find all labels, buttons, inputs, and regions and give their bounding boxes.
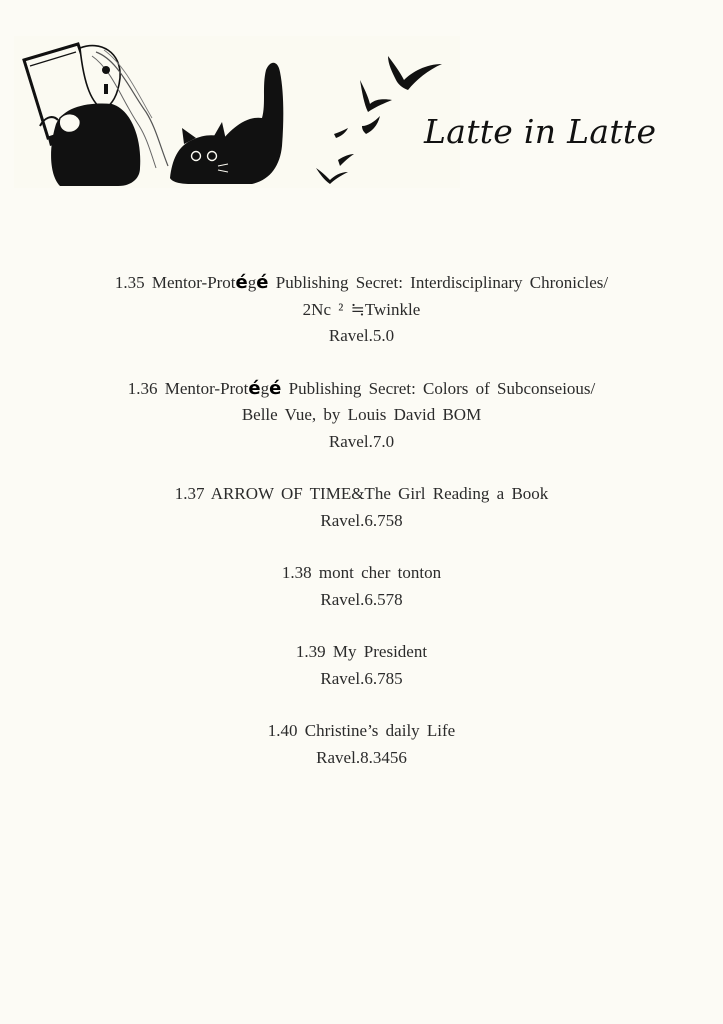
entry-title-part: Publishing Secret: Interdisciplinary Chronicles/ bbox=[268, 273, 609, 292]
entry-title-line bbox=[60, 376, 663, 403]
entry-title: My President bbox=[332, 642, 428, 661]
entry-title-part: Publishing Secret: Colors of Subconseious/ bbox=[281, 378, 596, 398]
entry-number: 1.39 bbox=[295, 642, 326, 661]
entry-title-line bbox=[60, 560, 663, 587]
entry-version: Ravel.7.0 bbox=[328, 431, 395, 451]
entry-number: 1.36 bbox=[127, 378, 158, 398]
entry-version: Ravel.8.3456 bbox=[316, 747, 407, 767]
entry-title-part: Mentor-Prot bbox=[151, 273, 236, 292]
entry-title-part: g bbox=[260, 378, 270, 398]
black-cat-illustration bbox=[170, 63, 283, 184]
entry-number: 1.38 bbox=[281, 563, 312, 582]
entry-version: Ravel.6.758 bbox=[320, 510, 403, 530]
entry-title-part: g bbox=[247, 273, 257, 292]
entry-title-accent: é bbox=[248, 377, 261, 399]
entry-title: Christine’s daily Life bbox=[304, 721, 456, 740]
entry-version: Ravel.6.785 bbox=[320, 668, 403, 688]
entry-title-accent: é bbox=[235, 272, 248, 293]
entry-subtitle: 2Nc ² ≒Twinkle bbox=[302, 299, 421, 319]
entry-number: 1.40 bbox=[267, 721, 298, 740]
entry-title-line bbox=[60, 270, 663, 297]
brand-title: Latte in Latte bbox=[424, 112, 657, 151]
list-item bbox=[60, 718, 663, 771]
entry-title-line bbox=[60, 481, 663, 508]
entry-title-line bbox=[60, 639, 663, 666]
entry-number: 1.37 bbox=[174, 484, 205, 503]
list-item bbox=[60, 376, 663, 456]
entry-title-line bbox=[60, 718, 663, 745]
list-item bbox=[60, 560, 663, 613]
entry-number: 1.35 bbox=[114, 273, 145, 292]
entry-subtitle: Belle Vue, by Louis David BOM bbox=[241, 405, 482, 424]
entry-title-accent: é bbox=[269, 377, 282, 399]
entry-title: ARROW OF TIME&The Girl Reading a Book bbox=[210, 484, 549, 503]
release-list bbox=[60, 270, 663, 797]
entry-version: Ravel.5.0 bbox=[328, 326, 395, 345]
header-illustration bbox=[0, 0, 723, 200]
list-item bbox=[60, 270, 663, 350]
entry-title: mont cher tonton bbox=[318, 563, 442, 582]
entry-version: Ravel.6.578 bbox=[320, 589, 403, 609]
entry-title-accent: é bbox=[256, 272, 269, 293]
list-item bbox=[60, 639, 663, 692]
header bbox=[0, 0, 723, 200]
list-item bbox=[60, 481, 663, 534]
entry-title-part: Mentor-Prot bbox=[164, 378, 249, 398]
